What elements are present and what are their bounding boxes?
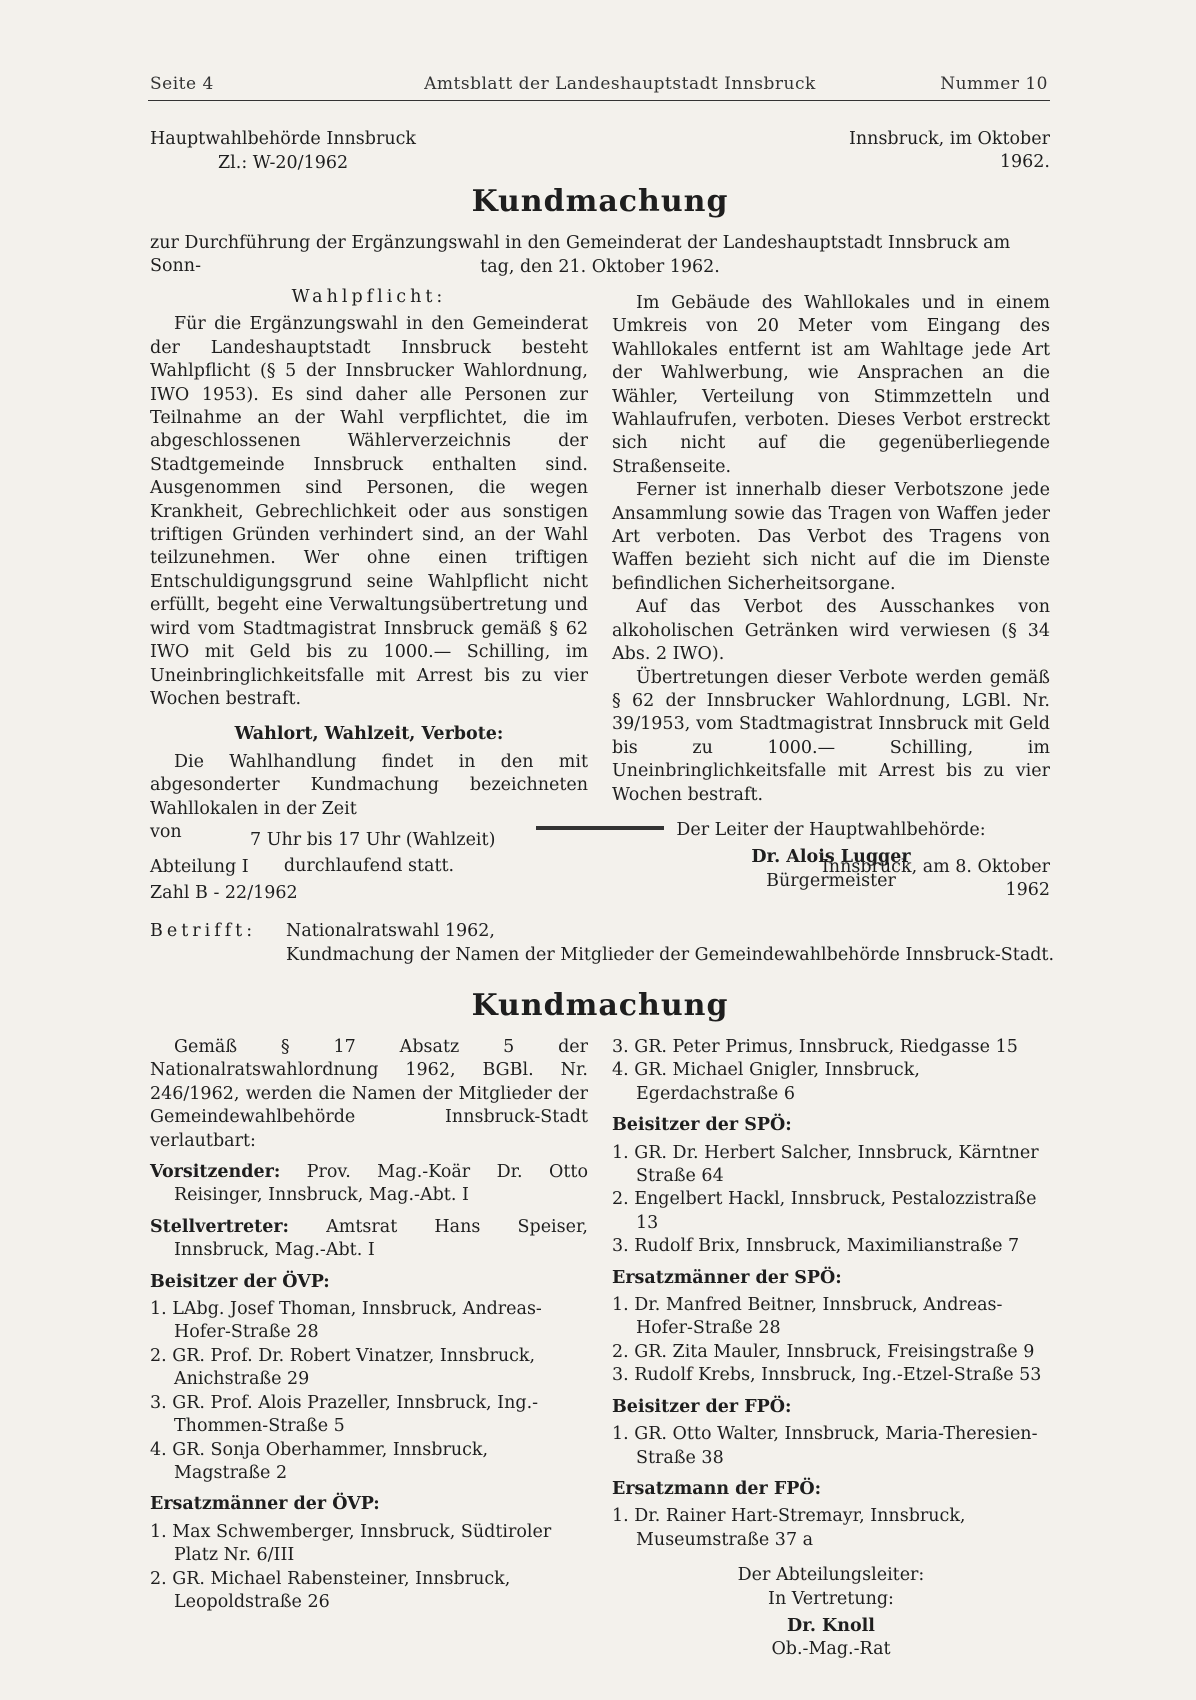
members-left-column [150,1036,588,1614]
signature-role: Der Leiter der Hauptwahlbehörde: [676,819,986,840]
stellvertreter-label: Stellvertreter: [150,1216,290,1237]
vorsitzender-name: Prov. Mag.-Koär Dr. Otto Reisinger, Innsbruck, Mag.-Abt. I [174,1162,588,1206]
notice-title-2: Kundmachung [471,988,729,1023]
list-item: 1. Dr. Manfred Beitner, Innsbruck, Andreas-Hofer-Straße 28 [612,1295,1003,1339]
list-item: 2. GR. Zita Mauler, Innsbruck, Freisingstraße 9 [612,1341,1035,1362]
section-divider [536,826,664,830]
right-column [612,292,1050,893]
notice-subtitle-line-2: tag, den 21. Oktober 1962. [480,257,720,277]
heading-spoe-ersatz: Ersatzmänner der SPÖ: [612,1267,842,1288]
notice-subtitle-line-1: zur Durchführung der Ergänzungswahl in den Gemeinderat der Landeshauptstadt Innsbruck am Sonn- [150,233,1011,277]
heading-spoe-beisitzer: Beisitzer der SPÖ: [612,1115,792,1136]
list-item: 1. LAbg. Josef Thoman, Innsbruck, Andreas-Hofer-Straße 28 [150,1299,542,1343]
paragraph-wahlpflicht: Für die Ergänzungswahl in den Gemeinderat der Landeshauptstadt Innsbruck besteht Wahlpflicht (§ 5 der Innsbrucker Wahlordnung, IWO 1953). Es sind daher alle Personen zur Teilnahme an der Wahl verpflichtet, die im abgeschlossenen Wählerverzeichnis der Stadtgemeinde Innsbruck enthalten sind. Ausgenommen sind Personen, die wegen Krankheit, Gebrechlichkeit oder aus sonstigen triftigen Gründen verhindert sind, an der Wahl teilzunehmen. Wer ohne einen triftigen Entschuldigungsgrund seine Wahlpflicht nicht erfüllt, begeht eine Verwaltungsübertretung und wird vom Stadtmagistrat Innsbruck gemäß § 62 IWO mit Geld bis zu 1000.— Schilling, im Uneinbringlichkeitsfalle mit Arrest bis zu vier Wochen bestraft. [150,314,588,709]
issue-number: Nummer 10 [940,74,1048,94]
reference-number-2: Zahl B - 22/1962 [150,883,298,903]
list-item: 4. GR. Sonja Oberhammer, Innsbruck, Magstraße 2 [150,1439,489,1483]
list-item: 1. GR. Dr. Herbert Salcher, Innsbruck, Kärntner Straße 64 [612,1142,1039,1187]
paragraph-wahlort: Die Wahlhandlung findet in den mit abgesonderter Kundmachung bezeichneten Wahllokalen in der Zeit [150,751,588,819]
members-intro: Gemäß § 17 Absatz 5 der Nationalratswahlordnung 1962, BGBl. Nr. 246/1962, werden die Namen der Mitglieder der Gemeindewahlbehörde Innsbruck-Stadt verlautbart: [150,1037,588,1151]
von-label: von [150,821,182,842]
place-date-2: Innsbruck, am 8. Oktober 1962 [821,857,1050,901]
signature-name-2: Dr. Knoll [787,1615,875,1636]
betrifft-label: Betrifft: [150,921,257,941]
wahlzeit: 7 Uhr bis 17 Uhr (Wahlzeit) [250,829,496,850]
header-rule [148,100,1050,101]
list-item: 3. Rudolf Brix, Innsbruck, Maximilianstraße 7 [612,1236,1020,1257]
list-item: 2. GR. Michael Rabensteiner, Innsbruck, Leopoldstraße 26 [150,1568,511,1612]
list-item: 3. GR. Peter Primus, Innsbruck, Riedgasse 15 [612,1037,1018,1057]
list-item: 3. Rudolf Krebs, Innsbruck, Ing.-Etzel-Straße 53 [612,1365,1042,1386]
left-column [150,286,588,878]
stellvertreter [150,1216,588,1263]
list-item: 1. GR. Otto Walter, Innsbruck, Maria-Theresien-Straße 38 [612,1424,1038,1468]
signature-sub-2: In Vertretung: [768,1588,894,1609]
signature-name: Dr. Alois Lugger [751,847,911,868]
heading-fpoe-beisitzer: Beisitzer der FPÖ: [612,1396,792,1417]
list-item: 4. GR. Michael Gnigler, Innsbruck, Egerdachstraße 6 [612,1060,920,1104]
page-number: Seite 4 [150,74,214,94]
list-item: 1. Dr. Rainer Hart-Stremayr, Innsbruck, Museumstraße 37 a [612,1506,966,1550]
list-item: 1. Max Schwemberger, Innsbruck, Südtiroler Platz Nr. 6/III [150,1521,552,1566]
list-item: 2. GR. Prof. Dr. Robert Vinatzer, Innsbruck, Anichstraße 29 [150,1345,536,1390]
list-item: 3. GR. Prof. Alois Prazeller, Innsbruck, Ing.-Thommen-Straße 5 [150,1392,539,1437]
betrifft-line-1: Nationalratswahl 1962, [286,921,495,941]
paragraph-uebertretungen: Übertretungen dieser Verbote werden gemäß § 62 der Innsbrucker Wahlordnung, LGBl. Nr. 39/1953, vom Stadtmagistrat Innsbruck mit Geld bis zu 1000.— Schilling, im Uneinbringlichkeitsfalle mit Arrest bis zu vier Wochen bestraft. [612,667,1050,805]
publication-title: Amtsblatt der Landeshauptstadt Innsbruck [424,74,816,94]
paragraph-wahlwerbung: Im Gebäude des Wahllokales und in einem Umkreis von 20 Meter vom Eingang des Wahllokales entfernt ist am Wahltage jede Art der Wahlwerbung, wie Ansprachen an die Wähler, Verteilung von Stimmzetteln und Wahlaufrufen, verboten. Dieses Verbot erstreckt sich nicht auf die gegenüberliegende Straßenseite. [612,293,1050,477]
notice-title: Kundmachung [471,184,729,219]
paragraph-waffen: Ferner ist innerhalb dieser Verbotszone jede Ansammlung sowie das Tragen von Waffen jeder Art verboten. Das Verbot des Tragens von Waffen bezieht sich nicht auf die im Dienste befindlichen Sicherheitsorgane. [612,480,1050,594]
signature-title-2: Ob.-Mag.-Rat [771,1639,891,1660]
reference-number: Zl.: W-20/1962 [218,153,349,173]
paragraph-alkohol: Auf das Verbot des Ausschankes von alkoholischen Getränken wird verwiesen (§ 34 Abs. 2 IWO). [612,597,1050,665]
members-right-column [612,1036,1050,1662]
wahlzeit-after: durchlaufend statt. [283,855,455,876]
authority: Hauptwahlbehörde Innsbruck [150,129,417,149]
signature-role-2: Der Abteilungsleiter: [737,1565,925,1586]
list-item: 2. Engelbert Hackl, Innsbruck, Pestalozzistraße 13 [612,1189,1037,1233]
signature-title: Bürgermeister [766,870,896,891]
betrifft-line-2: Kundmachung der Namen der Mitglieder der Gemeindewahlbehörde Innsbruck-Stadt. [286,945,1055,965]
heading-fpoe-ersatz: Ersatzmann der FPÖ: [612,1478,822,1499]
vorsitzender [150,1161,588,1208]
heading-oevp-beisitzer: Beisitzer der ÖVP: [150,1271,330,1292]
section-heading-wahlort: Wahlort, Wahlzeit, Verbote: [234,724,504,745]
stellvertreter-name: Amtsrat Hans Speiser, Innsbruck, Mag.-Abt. I [174,1216,588,1261]
department: Abteilung I [150,857,249,877]
heading-oevp-ersatz: Ersatzmänner der ÖVP: [150,1494,380,1515]
place-date: Innsbruck, im Oktober 1962. [848,129,1050,173]
wahlzeit-row [150,821,588,851]
section-heading-wahlpflicht: Wahlpflicht: [291,287,447,307]
vorsitzender-label: Vorsitzender: [150,1162,281,1183]
